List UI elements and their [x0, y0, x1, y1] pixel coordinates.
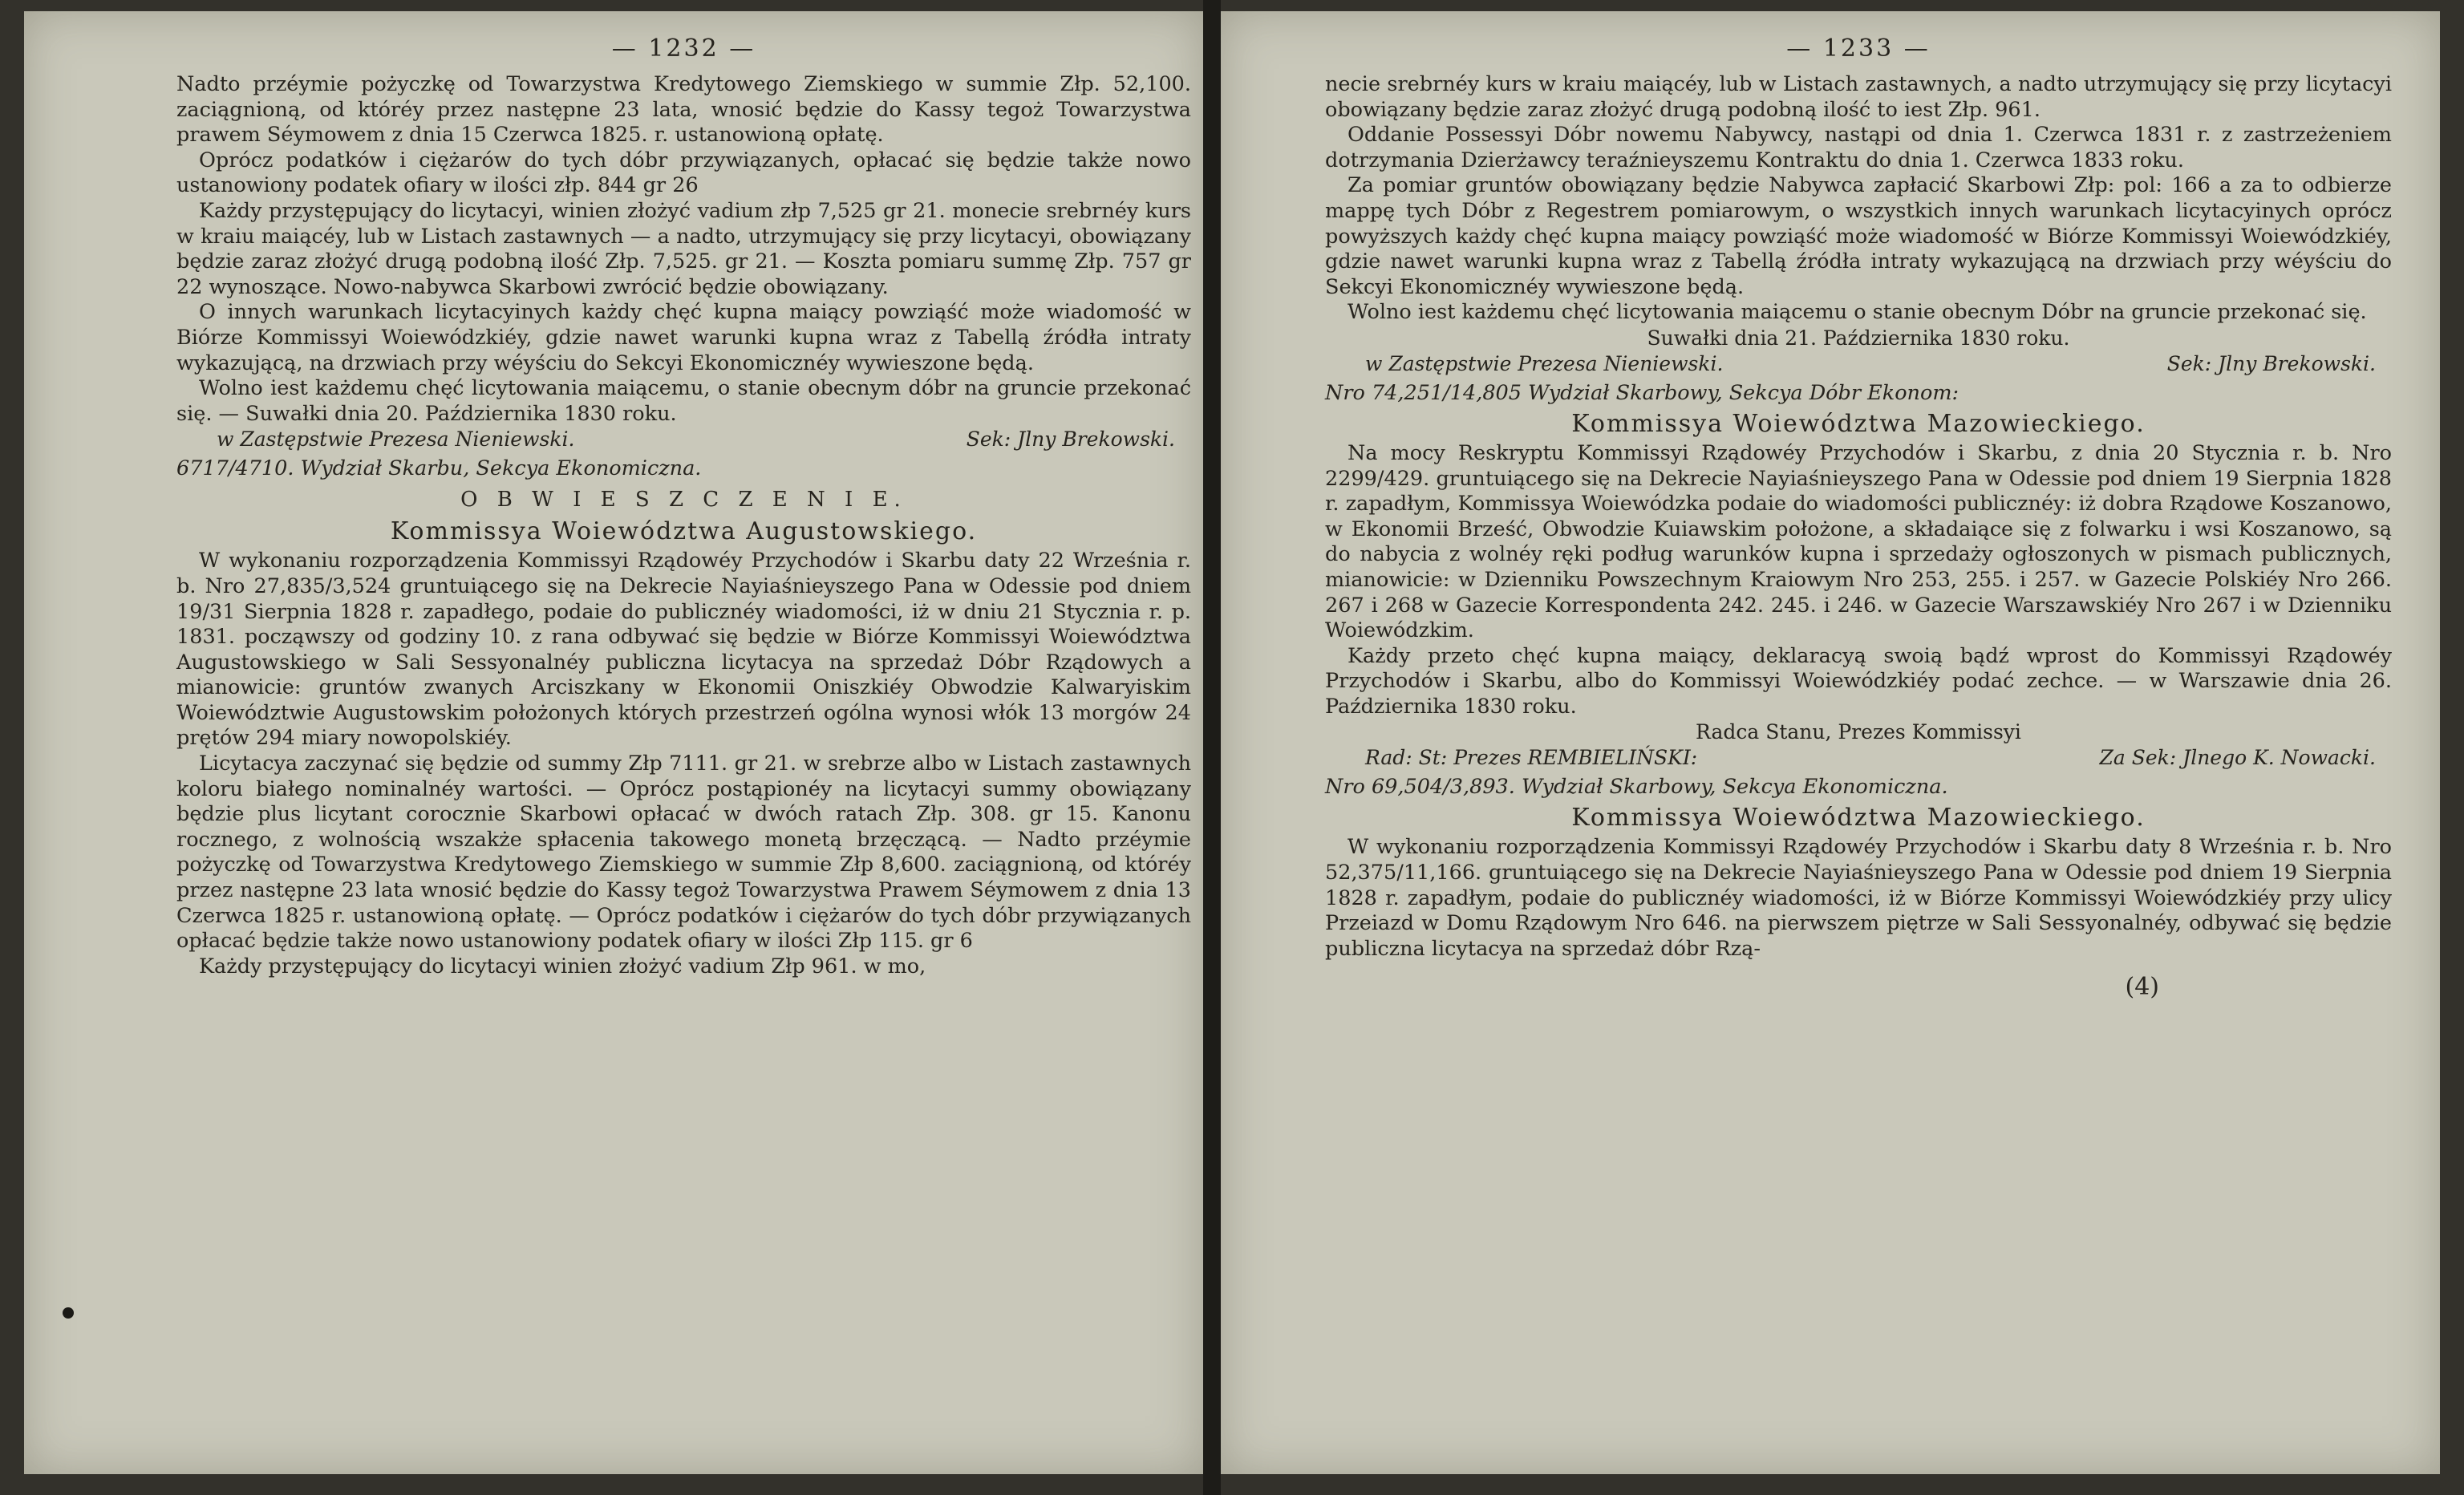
- notice-reference: Nro 69,504/3,893. Wydział Skarbowy, Sekcya Ekonomiczna.: [1325, 775, 1948, 800]
- ink-dot: [63, 1307, 74, 1319]
- notice-heading: O B W I E S Z C Z E N I E.: [460, 488, 907, 513]
- notice-reference: Nro 74,251/14,805 Wydział Skarbowy, Sekcya Dóbr Ekonom:: [1325, 380, 1959, 405]
- paragraph: W wykonaniu rozporządzenia Kommissyi Rządowéy Przychodów i Skarbu daty 8 Września r. b. Nro 52,375/11,166. gruntuiącego się na Dekrecie Nayiaśnieyszego Pana w Odessie pod dniem 19 Sierpnia 1828 r. zapadłym, podaie do publicznéy wiadomości, iż w Biórze Kommissyi Woiewódzkiéy przy ulicy Przeiazd w Domu Rządowym Nro 646. na pierwszem piętrze w Sali Sessyonalnéy, odbywać się będzie publiczna licytacya na sprzedaż dóbr Rzą-: [1325, 835, 2392, 961]
- page-number: — 1233 —: [1786, 34, 1931, 63]
- notice-reference: 6717/4710. Wydział Skarbu, Sekcya Ekonomiczna.: [176, 456, 702, 481]
- paragraph: Nadto przéymie pożyczkę od Towarzystwa Kredytowego Ziemskiego w summie Złp. 52,100. zaciągnioną, od któréy przez następne 23 lata, wnosić będzie do Kassy tegoż Towarzystwa prawem Séymowem z dnia 15 Czerwca 1825. r. ustanowioną opłatę.: [176, 72, 1191, 148]
- commission-title: Kommissya Woiewództwa Mazowieckiego.: [1571, 804, 2146, 833]
- signature-left: w Zastępstwie Prezesa Nieniewski.: [1365, 351, 1724, 375]
- left-page: [24, 11, 1203, 1474]
- radca-line: Radca Stanu, Prezes Kommissyi: [1696, 720, 2021, 744]
- paragraph: Wolno iest każdemu chęć licytowania maiącemu o stanie obecnym Dóbr na gruncie przekonać się.: [1348, 300, 2367, 325]
- book-gutter: [1203, 0, 1221, 1495]
- paragraph: Każdy przeto chęć kupna maiący, deklaracyą swoią bądź wprost do Kommissyi Rządowéy Przychodów i Skarbu, albo do Kommissyi Woiewódzkiéy podać zechce. — w Warszawie dnia 26. Października 1830 roku.: [1325, 643, 2392, 719]
- signature-line: [1325, 351, 2392, 377]
- signature-line: [1325, 745, 2392, 771]
- paragraph: Na mocy Reskryptu Kommissyi Rządowéy Przychodów i Skarbu, z dnia 20 Stycznia r. b. Nro 2299/429. gruntuiącego się na Dekrecie Nayiaśnieyszego Pana w Odessie pod dniem 19 Sierpnia 1828 r. zapadłym, Kommissya Woiewódzka podaie do wiadomości publicznéy: iż dobra Rządowe Koszanowo, w Ekonomii Brześć, Obwodzie Kuiawskim położone, a składaiące się z folwarku i wsi Koszanowo, są do nabycia z wolnéy ręki podług warunków kupna i sprzedaży ogłoszonych w pismach publicznych, mianowicie: w Dzienniku Powszechnym Kraiowym Nro 253, 255. i 257. w Gazecie Polskiéy Nro 266. 267 i 268 w Gazecie Korrespondenta 242. 245. i 246. w Gazecie Warszawskiéy Nro 267 i w Dzienniku Woiewódzkim.: [1325, 440, 2392, 643]
- commission-title: Kommissya Woiewództwa Augustowskiego.: [390, 517, 978, 546]
- signature-mark: (4): [2125, 973, 2159, 1002]
- right-page: [1221, 11, 2440, 1474]
- signature-left: Rad: St: Prezes REMBIELIŃSKI:: [1365, 746, 1698, 770]
- signature-right: Sek: Jlny Brekowski.: [2166, 351, 2376, 375]
- paragraph: Oddanie Possessyi Dóbr nowemu Nabywcy, nastąpi od dnia 1. Czerwca 1831 r. z zastrzeżeniem dotrzymania Dzierżawcy teraźnieyszemu Kontraktu do dnia 1. Czerwca 1833 roku.: [1325, 123, 2392, 172]
- paragraph: Każdy przystępujący do licytacyi, winien złożyć vadium złp 7,525 gr 21. monecie srebrnéy kurs w kraiu maiącéy, lub w Listach zastawnych — a nadto, utrzymujący się przy licytacyi, obowiązany będzie zaraz złożyć drugą podobną ilość Złp. 7,525. gr 21. — Koszta pomiaru summę Złp. 757 gr 22 wynoszące. Nowo-nabywca Skarbowi zwrócić będzie obowiązany.: [176, 198, 1191, 299]
- page-number: — 1232 —: [611, 34, 756, 63]
- paragraph: Każdy przystępujący do licytacyi winien złożyć vadium Złp 961. w mo,: [199, 954, 926, 978]
- paragraph: W wykonaniu rozporządzenia Kommissyi Rządowéy Przychodów i Skarbu daty 22 Września r. b. Nro 27,835/3,524 gruntuiącego się na Dekrecie Nayiaśnieyszego Pana w Odessie pod dniem 19/31 Sierpnia 1828 r. zapadłego, podaie do publicznéy wiadomości, iż w dniu 21 Stycznia r. p. 1831. począwszy od godziny 10. z rana odbywać się będzie w Biórze Kommissyi Woiewództwa Augustowskiego w Sali Sessyonalnéy publiczna licytacya na sprzedaż Dóbr Rządowych a mianowicie: gruntów zwanych Arciszkany w Ekonomii Oniszkiéy Obwodzie Kalwaryiskim Woiewództwie Augustowskim położonych których przestrzeń ogólna wynosi włók 13 morgów 24 prętów 294 miary nowopolskiéy.: [176, 549, 1191, 751]
- paragraph: Oprócz podatków i ciężarów do tych dóbr przywiązanych, opłacać się będzie także nowo ustanowiony podatek ofiary w ilości złp. 844 gr 26: [176, 148, 1191, 198]
- paragraph: Wolno iest każdemu chęć licytowania maiącemu, o stanie obecnym dóbr na gruncie przekonać się. — Suwałki dnia 20. Października 1830 roku.: [176, 376, 1191, 426]
- right-column: [1325, 26, 2392, 1003]
- left-column: [176, 26, 1191, 979]
- paragraph: Za pomiar gruntów obowiązany będzie Nabywca zapłacić Skarbowi Złp: pol: 166 a za to odbierze mappę tych Dóbr z Regestrem pomiarowym, o wszystkich innych warunkach licytacyinych oprócz powyższych każdy chęć kupna maiący powziąść może wiadomość w Biórze Kommissyi Woiewódzkiéy, gdzie nawet warunki kupna wraz z Tabellą źródła intraty wykazującą na drzwiach przy wéyściu do Sekcyi Ekonomicznéy wywieszone będą.: [1325, 173, 2392, 299]
- signature-left: w Zastępstwie Prezesa Nieniewski.: [217, 427, 575, 452]
- paragraph: O innych warunkach licytacyinych każdy chęć kupna maiący powziąść może wiadomość w Biórze Kommissyi Woiewódzkiéy, gdzie nawet warunki kupna wraz z Tabellą źródła intraty wykazującą, na drzwiach przy wéyściu do Sekcyi Ekonomicznéy wywieszone będą.: [176, 300, 1191, 375]
- paragraph: Licytacya zaczynać się będzie od summy Złp 7111. gr 21. w srebrze albo w Listach zastawnych koloru białego nominalnéy wartości. — Oprócz postąpionéy na licytacyi summy obowiązany będzie plus licytant corocznie Skarbowi opłacać w dwóch ratach Złp. 308. gr 15. Kanonu rocznego, z wolnością wszakże spłacenia takowego monetą brzęczącą. — Nadto przéymie pożyczkę od Towarzystwa Kredytowego Ziemskiego w summie Złp 8,600. zaciągnioną, od któréy przez następne 23 lata wnosić będzie do Kassy tegoż Towarzystwa Prawem Séymowem z dnia 13 Czerwca 1825 r. ustanowioną opłatę. — Oprócz podatków i ciężarów do tych dóbr przywiązanych opłacać będzie także nowo ustanowiony podatek ofiary w ilości Złp 115. gr 6: [176, 752, 1191, 954]
- signature-right: Za Sek: Jlnego K. Nowacki.: [2099, 746, 2376, 770]
- signature-right: Sek: Jlny Brekowski.: [966, 427, 1175, 452]
- signature-line: [176, 427, 1191, 452]
- date-line: Suwałki dnia 21. Października 1830 roku.: [1647, 326, 2070, 350]
- commission-title: Kommissya Woiewództwa Mazowieckiego.: [1571, 409, 2146, 438]
- paragraph: necie srebrnéy kurs w kraiu maiącéy, lub w Listach zastawnych, a nadto utrzymujący się przy licytacyi obowiązany będzie zaraz złożyć drugą podobną ilość to iest Złp. 961.: [1325, 72, 2392, 122]
